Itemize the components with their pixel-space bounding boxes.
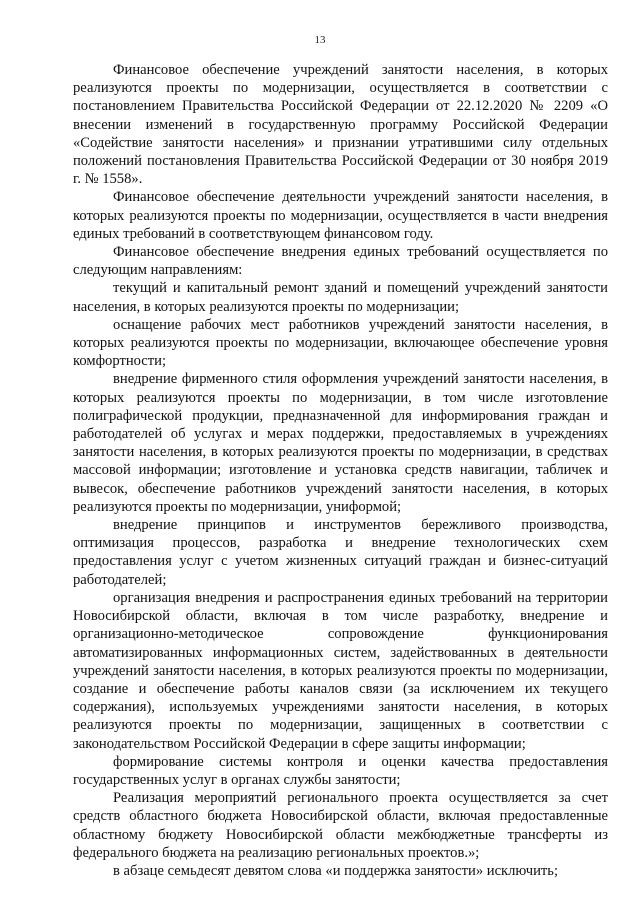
list-item-lean-production: внедрение принципов и инструментов бережливого производства, оптимизация процессов, разработка и внедрение технологических схем предоставления услуг с учетом жизненных ситуаций граждан и бизнес-ситуаций работодателей;: [73, 517, 608, 588]
list-item-quality-control: формирование системы контроля и оценки качества предоставления государственных услуг в органах службы занятости;: [73, 753, 608, 788]
page-number: 13: [314, 34, 326, 46]
document-body: [73, 61, 608, 880]
paragraph-funding-directions: Финансовое обеспечение внедрения единых требований осуществляется по следующим направлениям:: [73, 244, 608, 279]
list-item-workplaces: оснащение рабочих мест работников учреждений занятости населения, в которых реализуются проекты по модернизации, включающее обеспечение уровня комфортности;: [73, 316, 608, 370]
paragraph-amendment: в абзаце семьдесят девятом слова «и поддержка занятости» исключить;: [113, 862, 559, 879]
list-item-repair: текущий и капитальный ремонт зданий и помещений учреждений занятости населения, в которых реализуются проекты по модернизации;: [73, 280, 608, 315]
list-item-corporate-style: внедрение фирменного стиля оформления учреждений занятости населения, в которых реализуются проекты по модернизации, в том числе изготовление полиграфической продукции, предназначенной для информирования граждан и работодателей об услугах и мерах поддержки, предоставляемых в учреждениях занятости населения, в которых реализуются проекты по модернизации, в средствах массовой информации; изготовление и установка средств навигации, табличек и вывесок, обеспечение работников учреждений занятости населения, в которых реализуются проекты по модернизации, униформой;: [73, 371, 608, 515]
paragraph-funding-legal-basis: Финансовое обеспечение учреждений занятости населения, в которых реализуются проекты по модернизации, осуществляется в соответствии с постановлением Правительства Российской Федерации от 22.12.2020 № 2209 «О внесении изменений в государственную программу Российской Федерации «Содействие занятости населения» и признании утратившими силу отдельных положений постановления Правительства Российской Федерации от 30 ноября 2019 г. № 1558».: [73, 62, 608, 188]
list-item-requirements-rollout: организация внедрения и распространения единых требований на территории Новосибирской области, включая в том числе разработку, внедрение и организационно-методическое сопровождение функционирования автоматизированных информационных систем, задействованных в деятельности учреждений занятости населения, в которых реализуются проекты по модернизации, создание и обеспечение работы каналов связи (за исключением их текущего содержания), используемых учреждениями занятости населения, в которых реализуются проекты по модернизации, защищенных в соответствии с законодательством Российской Федерации в сфере защиты информации;: [73, 589, 608, 752]
paragraph-budget-sources: Реализация мероприятий регионального проекта осуществляется за счет средств областного бюджета Новосибирской области, включая предоставленные областному бюджету Новосибирской области межбюджетные трансферты из федерального бюджета на реализацию региональных проектов.»;: [73, 790, 608, 861]
paragraph-funding-activity: Финансовое обеспечение деятельности учреждений занятости населения, в которых реализуются проекты по модернизации, осуществляется в части внедрения единых требований в соответствующем финансовом году.: [73, 189, 608, 242]
